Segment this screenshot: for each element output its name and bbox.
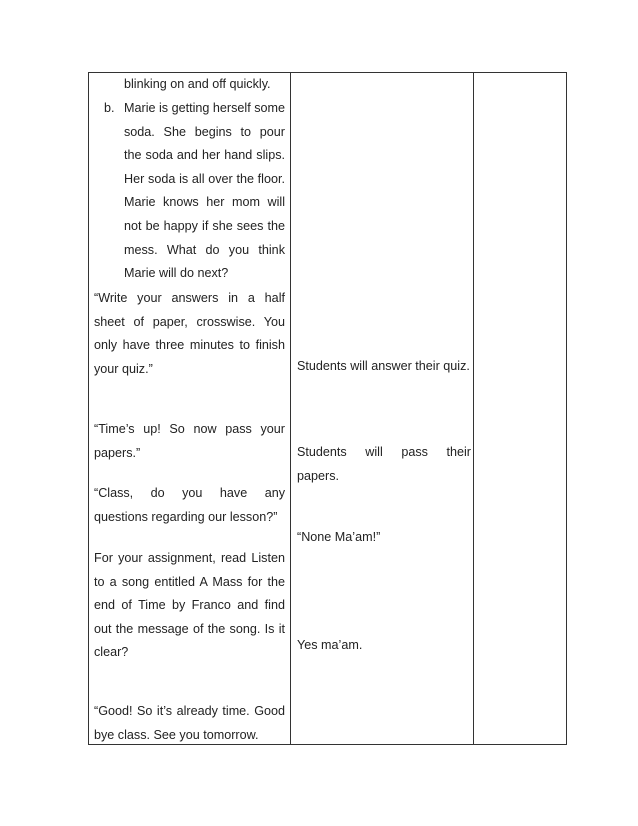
student-activity-cell xyxy=(291,73,474,745)
student-yes-reply: Yes ma’am. xyxy=(297,638,363,652)
closing-text: “Good! So it’s already time. Good bye class. See you tomorrow. xyxy=(94,704,285,742)
teacher-activity-cell xyxy=(89,73,291,745)
remarks-cell xyxy=(474,73,567,745)
student-answer-quiz: Students will answer their quiz. xyxy=(297,359,470,373)
list-marker: b. xyxy=(104,101,115,115)
times-up-text: “Time’s up! So now pass your papers.” xyxy=(94,422,285,460)
assignment-text: For your assignment, read Listen to a song entitled A Mass for the end of Time by Franco and find out the message of the song. Is it clear? xyxy=(94,551,285,660)
continued-line: blinking on and off quickly. xyxy=(124,77,271,91)
quiz-instruction: “Write your answers in a half sheet of paper, crosswise. You only have three minutes to finish your quiz.” xyxy=(94,291,285,376)
questions-prompt: “Class, do you have any questions regarding our lesson?” xyxy=(94,486,285,524)
student-pass-papers: Students will pass their papers. xyxy=(297,445,471,483)
lesson-plan-table xyxy=(88,72,567,745)
list-item-b xyxy=(94,97,285,281)
list-item-text: Marie is getting herself some soda. She begins to pour the soda and her hand slips. Her soda is all over the floor. Marie knows her mom will not be happy if she sees the mess. What do you think Marie will do next? xyxy=(124,101,285,281)
student-none-reply: “None Ma’am!” xyxy=(297,530,381,544)
table-row xyxy=(89,73,567,745)
